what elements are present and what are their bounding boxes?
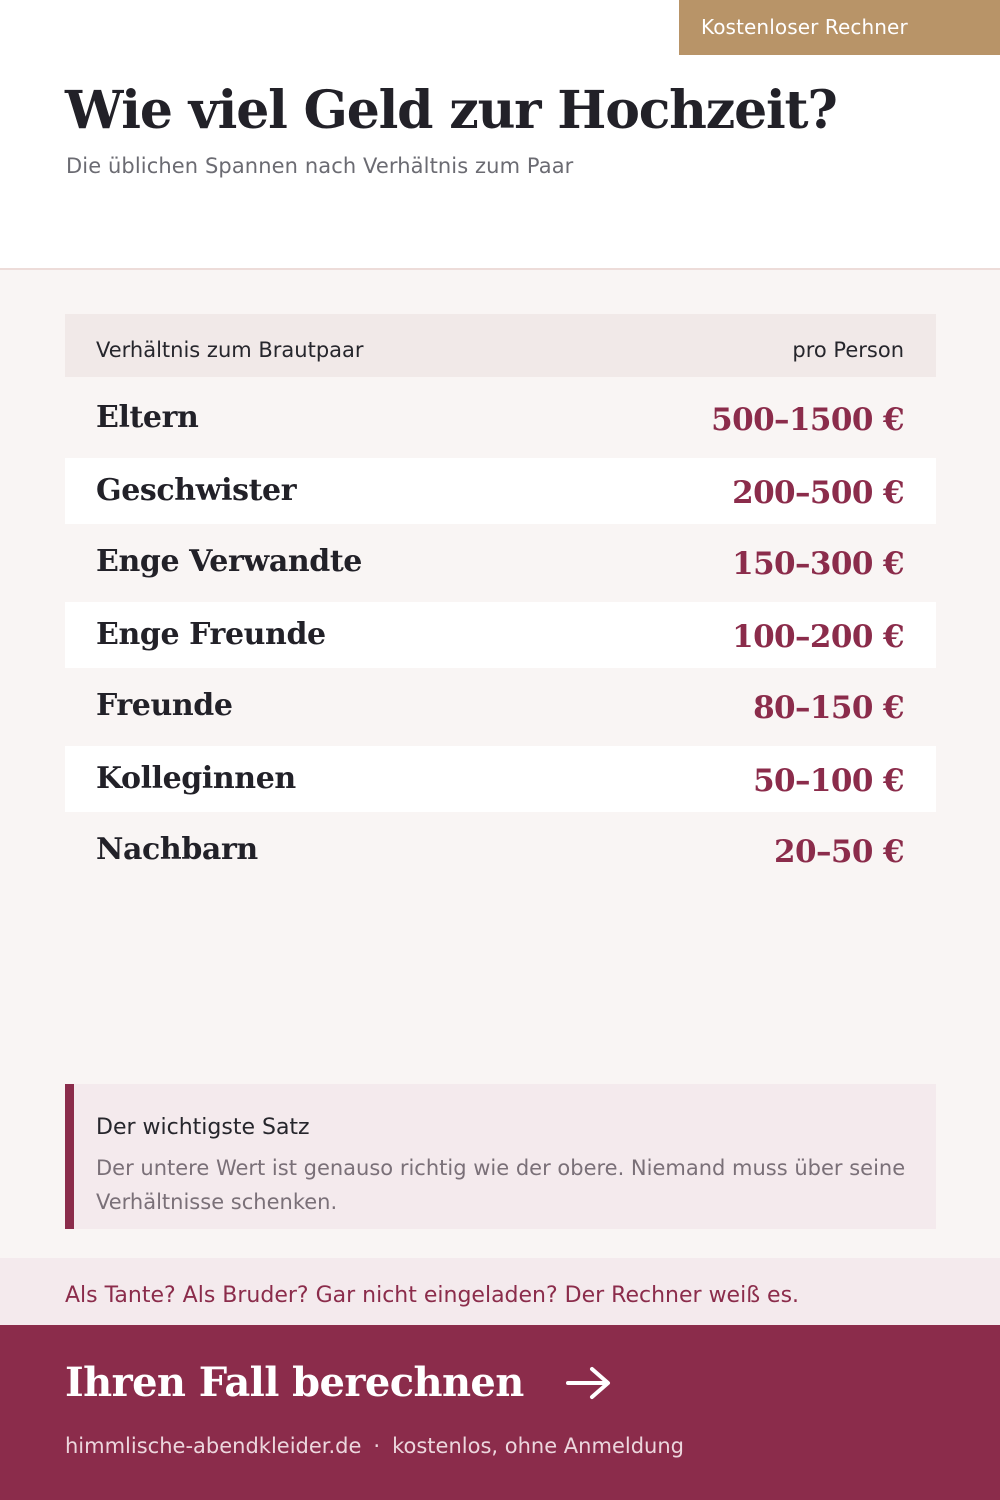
cta-footer [0, 1325, 1000, 1500]
row-relation: Nachbarn [96, 832, 258, 867]
free-calculator-badge: Kostenloser Rechner [679, 0, 1000, 55]
teaser-strip [0, 1258, 1000, 1325]
table-row [65, 817, 936, 883]
teaser-text: Als Tante? Als Bruder? Gar nicht eingeladen? Der Rechner weiß es. [65, 1283, 800, 1308]
row-amount: 100–200 € [732, 619, 904, 655]
row-amount: 50–100 € [753, 763, 904, 799]
arrow-right-icon[interactable] [565, 1365, 613, 1401]
footer-meta [65, 1429, 684, 1463]
row-amount: 80–150 € [753, 690, 904, 726]
row-relation: Geschwister [96, 473, 297, 508]
key-note-box [65, 1084, 936, 1229]
column-header-relation: Verhältnis zum Brautpaar [96, 338, 364, 362]
table-row [65, 458, 936, 524]
footer-tagline: kostenlos, ohne Anmeldung [392, 1434, 684, 1458]
separator: · [373, 1434, 381, 1458]
table-row [65, 602, 936, 668]
row-relation: Eltern [96, 400, 199, 435]
row-amount: 200–500 € [732, 475, 904, 511]
page-title: Wie viel Geld zur Hochzeit? [65, 80, 837, 141]
row-relation: Enge Verwandte [96, 544, 362, 579]
row-amount: 150–300 € [732, 546, 904, 582]
table-row [65, 673, 936, 739]
table-row [65, 529, 936, 595]
calculate-cta-link[interactable]: Ihren Fall berechnen [65, 1359, 524, 1406]
row-amount: 20–50 € [774, 834, 904, 870]
key-note-body: Der untere Wert ist genauso richtig wie der obere. Niemand muss über seine Verhältnisse schenken. [96, 1156, 906, 1214]
row-relation: Enge Freunde [96, 617, 326, 652]
row-amount: 500–1500 € [711, 402, 904, 438]
site-domain: himmlische-abendkleider.de [65, 1434, 362, 1458]
table-row [65, 746, 936, 812]
column-header-amount: pro Person [792, 338, 904, 362]
page-subtitle: Die üblichen Spannen nach Verhältnis zum Paar [66, 154, 574, 178]
row-relation: Kolleginnen [96, 761, 296, 796]
table-row [65, 385, 936, 451]
key-note-title: Der wichtigste Satz [96, 1115, 310, 1140]
row-relation: Freunde [96, 688, 233, 723]
table-header [65, 314, 936, 377]
